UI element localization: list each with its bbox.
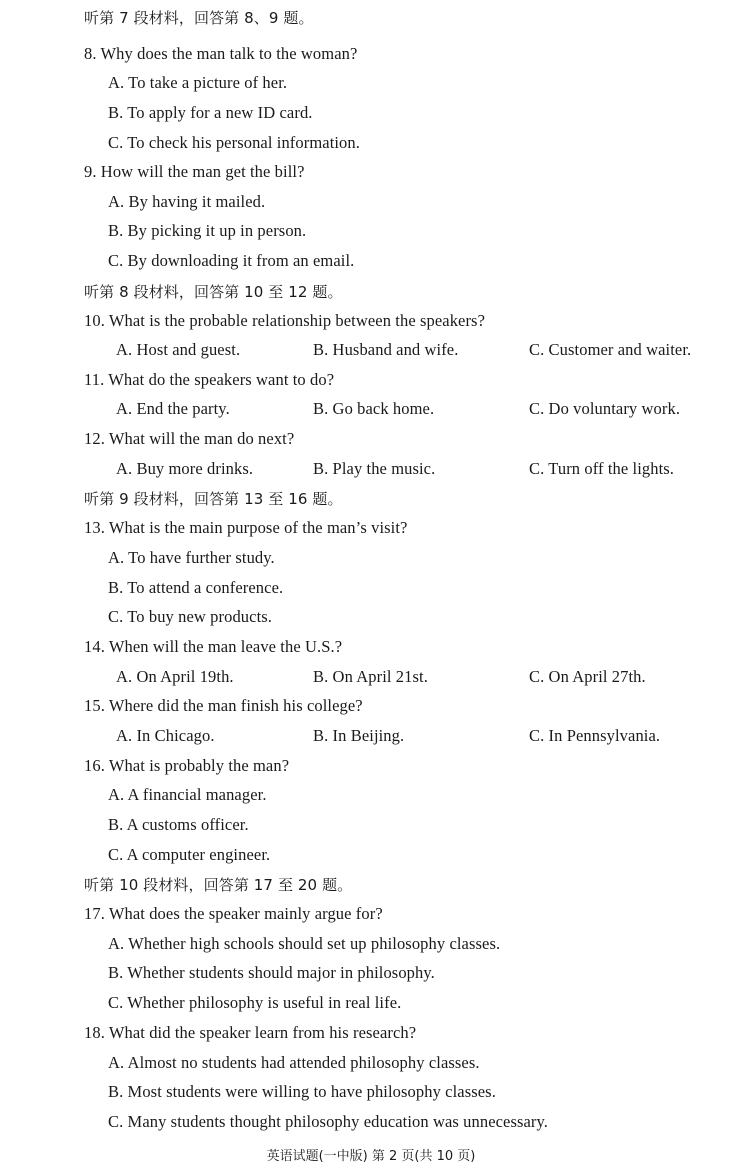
option-10a: A. Host and guest. [116, 340, 241, 359]
option-12a: A. Buy more drinks. [116, 459, 254, 478]
option-18c: C. Many students thought philosophy education was unnecessary. [108, 1112, 549, 1131]
option-12b: B. Play the music. [313, 459, 436, 478]
question-15: 15. Where did the man finish his college? [84, 696, 363, 715]
option-17b: B. Whether students should major in philosophy. [108, 963, 435, 982]
option-15c: C. In Pennsylvania. [529, 726, 661, 745]
option-18a: A. Almost no students had attended philosophy classes. [108, 1053, 480, 1072]
option-13b: B. To attend a conference. [108, 578, 284, 597]
section-heading-10: 听第 10 段材料，回答第 17 至 20 题。 [84, 876, 353, 894]
option-16c: C. A computer engineer. [108, 845, 271, 864]
question-14: 14. When will the man leave the U.S.? [84, 637, 343, 656]
question-8: 8. Why does the man talk to the woman? [84, 44, 358, 63]
question-18: 18. What did the speaker learn from his research? [84, 1023, 417, 1042]
option-9a: A. By having it mailed. [108, 192, 266, 211]
question-12: 12. What will the man do next? [84, 429, 295, 448]
page-footer: 英语试题(一中版) 第 2 页(共 10 页) [266, 1149, 476, 1164]
question-9: 9. How will the man get the bill? [84, 162, 305, 181]
option-10c: C. Customer and waiter. [529, 340, 692, 359]
option-11a: A. End the party. [116, 399, 230, 418]
option-10b: B. Husband and wife. [313, 340, 459, 359]
question-13: 13. What is the main purpose of the man’s visit? [84, 518, 408, 537]
option-11b: B. Go back home. [313, 399, 435, 418]
question-11: 11. What do the speakers want to do? [84, 370, 335, 389]
option-14b: B. On April 21st. [313, 667, 428, 686]
question-10: 10. What is the probable relationship between the speakers? [84, 311, 486, 330]
option-14a: A. On April 19th. [116, 667, 234, 686]
option-8a: A. To take a picture of her. [108, 73, 288, 92]
question-16: 16. What is probably the man? [84, 756, 290, 775]
option-8c: C. To check his personal information. [108, 133, 360, 152]
option-18b: B. Most students were willing to have philosophy classes. [108, 1082, 496, 1101]
option-16b: B. A customs officer. [108, 815, 249, 834]
option-13a: A. To have further study. [108, 548, 275, 567]
option-15b: B. In Beijing. [313, 726, 405, 745]
option-16a: A. A financial manager. [108, 785, 267, 804]
option-12c: C. Turn off the lights. [529, 459, 675, 478]
question-17: 17. What does the speaker mainly argue for? [84, 904, 383, 923]
option-15a: A. In Chicago. [116, 726, 215, 745]
section-heading-7: 听第 7 段材料，回答第 8、9 题。 [84, 9, 314, 27]
option-13c: C. To buy new products. [108, 607, 272, 626]
option-14c: C. On April 27th. [529, 667, 646, 686]
option-8b: B. To apply for a new ID card. [108, 103, 313, 122]
section-heading-8: 听第 8 段材料，回答第 10 至 12 题。 [84, 283, 343, 301]
option-17a: A. Whether high schools should set up philosophy classes. [108, 934, 501, 953]
option-9b: B. By picking it up in person. [108, 221, 307, 240]
option-17c: C. Whether philosophy is useful in real life. [108, 993, 402, 1012]
option-11c: C. Do voluntary work. [529, 399, 681, 418]
option-9c: C. By downloading it from an email. [108, 251, 355, 270]
section-heading-9: 听第 9 段材料，回答第 13 至 16 题。 [84, 490, 343, 508]
